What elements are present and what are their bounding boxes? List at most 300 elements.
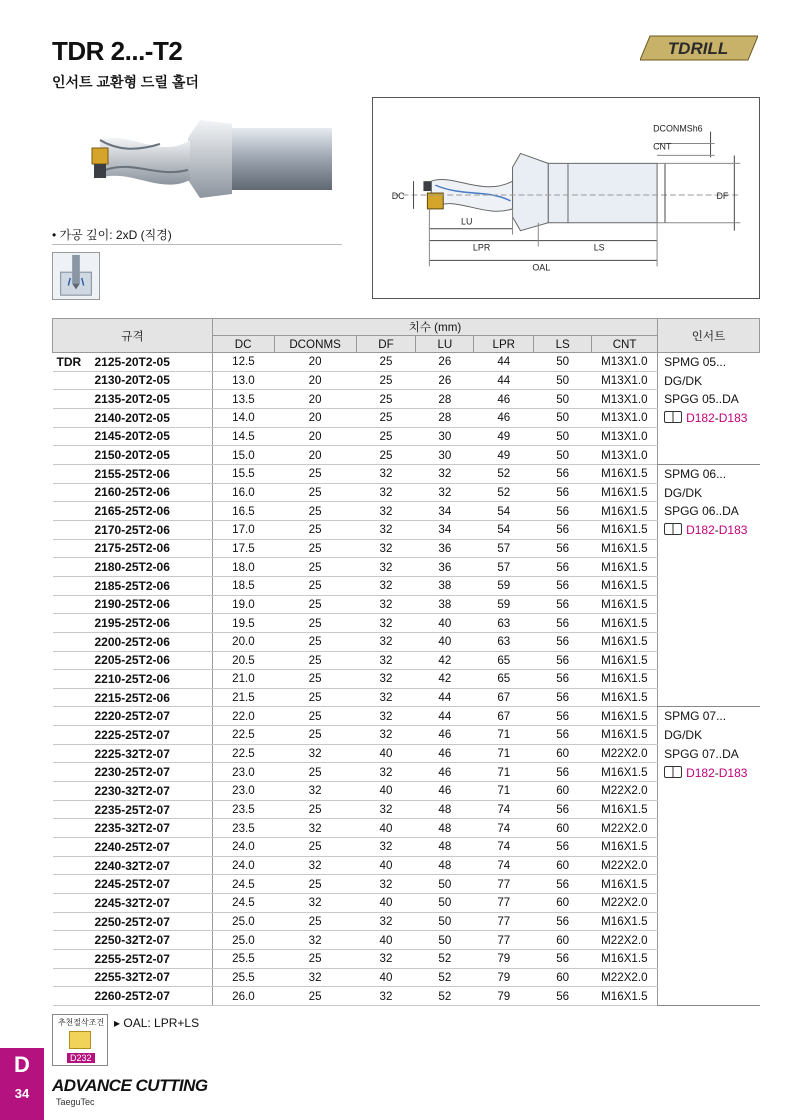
cell-ls: 56 xyxy=(534,614,592,633)
cell-ls: 50 xyxy=(534,427,592,446)
cell-lpr: 54 xyxy=(474,502,534,521)
cell-dconms: 32 xyxy=(274,819,356,838)
cell-lu: 44 xyxy=(416,688,474,707)
table-row xyxy=(53,838,760,857)
cell-lu: 36 xyxy=(416,558,474,577)
col-lu: LU xyxy=(416,336,474,353)
cell-cnt: M16X1.5 xyxy=(592,763,658,782)
cell-dconms: 25 xyxy=(274,651,356,670)
model-number: 2135-20T2-05 xyxy=(94,392,170,407)
model-code xyxy=(53,483,213,502)
table-row xyxy=(53,427,760,446)
cell-ls: 56 xyxy=(534,558,592,577)
table-row xyxy=(53,539,760,558)
cell-df: 25 xyxy=(356,408,416,427)
cell-ls: 50 xyxy=(534,446,592,465)
cell-dconms: 20 xyxy=(274,390,356,409)
model-number: 2245-32T2-07 xyxy=(94,895,170,910)
cell-dc: 25.5 xyxy=(212,950,274,969)
table-row xyxy=(53,595,760,614)
cell-lpr: 74 xyxy=(474,838,534,857)
cell-df: 32 xyxy=(356,670,416,689)
table-row xyxy=(53,576,760,595)
cell-dc: 24.0 xyxy=(212,856,274,875)
cell-lu: 52 xyxy=(416,950,474,969)
table-row xyxy=(53,502,760,521)
cell-dconms: 25 xyxy=(274,950,356,969)
cell-df: 32 xyxy=(356,875,416,894)
insert-group xyxy=(658,353,760,465)
book-icon xyxy=(664,766,682,778)
label-lu: LU xyxy=(461,216,473,227)
cell-dc: 19.0 xyxy=(212,595,274,614)
cell-dc: 13.5 xyxy=(212,390,274,409)
cell-lpr: 79 xyxy=(474,968,534,987)
model-code xyxy=(53,651,213,670)
model-number: 2235-25T2-07 xyxy=(94,802,170,817)
cell-cnt: M16X1.5 xyxy=(592,800,658,819)
cell-df: 40 xyxy=(356,782,416,801)
cell-dconms: 25 xyxy=(274,595,356,614)
table-row xyxy=(53,483,760,502)
cell-dconms: 25 xyxy=(274,670,356,689)
cell-ls: 50 xyxy=(534,408,592,427)
cell-df: 32 xyxy=(356,558,416,577)
cell-lu: 46 xyxy=(416,726,474,745)
cell-ls: 56 xyxy=(534,800,592,819)
table-row xyxy=(53,856,760,875)
cell-dconms: 25 xyxy=(274,614,356,633)
model-number: 2170-25T2-06 xyxy=(94,522,170,537)
cell-ls: 56 xyxy=(534,912,592,931)
model-number: 2165-25T2-06 xyxy=(94,504,170,519)
cell-cnt: M16X1.5 xyxy=(592,502,658,521)
insert-type: SPGG 07..DA xyxy=(664,746,739,761)
label-dconms: DCONMSh6 xyxy=(653,123,703,134)
cell-lpr: 71 xyxy=(474,744,534,763)
cell-lu: 50 xyxy=(416,894,474,913)
cell-lpr: 77 xyxy=(474,894,534,913)
brand-logo-text: TDRILL xyxy=(667,39,729,58)
insert-type: SPMG 07... xyxy=(664,709,727,724)
cell-lu: 34 xyxy=(416,502,474,521)
model-number: 2145-20T2-05 xyxy=(94,429,170,444)
cell-df: 32 xyxy=(356,838,416,857)
cell-ls: 60 xyxy=(534,782,592,801)
model-prefix: TDR xyxy=(56,354,82,369)
ref-page-end: D183 xyxy=(718,523,748,538)
cell-dconms: 20 xyxy=(274,353,356,372)
model-code xyxy=(53,576,213,595)
ref-separator: - xyxy=(714,411,719,426)
col-dc: DC xyxy=(212,336,274,353)
cell-ls: 56 xyxy=(534,520,592,539)
cell-dc: 23.5 xyxy=(212,819,274,838)
cell-dconms: 25 xyxy=(274,763,356,782)
model-code xyxy=(53,838,213,857)
cell-cnt: M13X1.0 xyxy=(592,408,658,427)
model-number: 2255-32T2-07 xyxy=(94,970,170,985)
cell-lu: 50 xyxy=(416,912,474,931)
cell-dc: 21.5 xyxy=(212,688,274,707)
model-number: 2250-32T2-07 xyxy=(94,933,170,948)
table-row xyxy=(53,446,760,465)
model-number: 2155-25T2-06 xyxy=(94,466,170,481)
cell-dc: 23.5 xyxy=(212,800,274,819)
model-code xyxy=(53,558,213,577)
cell-cnt: M16X1.5 xyxy=(592,595,658,614)
cell-dc: 22.5 xyxy=(212,744,274,763)
model-number: 2235-32T2-07 xyxy=(94,821,170,836)
insert-page-ref[interactable] xyxy=(664,521,759,540)
cell-cnt: M16X1.5 xyxy=(592,987,658,1006)
model-number: 2260-25T2-07 xyxy=(94,989,170,1004)
cell-ls: 56 xyxy=(534,688,592,707)
cell-df: 32 xyxy=(356,483,416,502)
cell-cnt: M22X2.0 xyxy=(592,931,658,950)
cell-lpr: 74 xyxy=(474,856,534,875)
cell-lu: 48 xyxy=(416,838,474,857)
cell-ls: 60 xyxy=(534,931,592,950)
cell-lpr: 44 xyxy=(474,353,534,372)
model-code xyxy=(53,800,213,819)
table-row xyxy=(53,763,760,782)
cell-cnt: M16X1.5 xyxy=(592,614,658,633)
cell-lu: 52 xyxy=(416,968,474,987)
cell-dconms: 32 xyxy=(274,894,356,913)
cell-df: 40 xyxy=(356,744,416,763)
table-row xyxy=(53,819,760,838)
cell-df: 32 xyxy=(356,614,416,633)
machining-depth-note: • 가공 깊이: 2xD (직경) xyxy=(52,228,172,242)
model-code xyxy=(53,390,213,409)
table-row xyxy=(53,520,760,539)
cell-cnt: M22X2.0 xyxy=(592,744,658,763)
model-code xyxy=(53,688,213,707)
model-code xyxy=(53,819,213,838)
insert-type: SPGG 06..DA xyxy=(664,504,739,519)
cell-cnt: M16X1.5 xyxy=(592,632,658,651)
cell-lu: 30 xyxy=(416,427,474,446)
footer-brand-sub: TaeguTec xyxy=(56,1097,95,1107)
cell-lu: 44 xyxy=(416,707,474,726)
cell-df: 25 xyxy=(356,353,416,372)
insert-group xyxy=(658,707,760,1006)
model-number: 2200-25T2-06 xyxy=(94,634,170,649)
ref-page-start: D182 xyxy=(686,765,715,780)
model-number: 2160-25T2-06 xyxy=(94,485,170,500)
cell-lu: 30 xyxy=(416,446,474,465)
drilling-icon xyxy=(52,252,100,300)
model-number: 2240-32T2-07 xyxy=(94,858,170,873)
model-number: 2130-20T2-05 xyxy=(94,373,170,388)
cell-df: 32 xyxy=(356,950,416,969)
cell-df: 32 xyxy=(356,632,416,651)
model-code xyxy=(53,427,213,446)
cell-lpr: 74 xyxy=(474,819,534,838)
spec-table xyxy=(52,318,760,1006)
cell-lu: 28 xyxy=(416,408,474,427)
cell-lu: 48 xyxy=(416,819,474,838)
cell-dconms: 25 xyxy=(274,987,356,1006)
cell-cnt: M16X1.5 xyxy=(592,464,658,483)
cell-dc: 15.5 xyxy=(212,464,274,483)
cell-dconms: 20 xyxy=(274,446,356,465)
cell-lpr: 79 xyxy=(474,950,534,969)
cell-df: 32 xyxy=(356,800,416,819)
insert-page-ref[interactable] xyxy=(664,764,759,783)
model-code xyxy=(53,931,213,950)
cell-ls: 56 xyxy=(534,670,592,689)
cell-dc: 18.5 xyxy=(212,576,274,595)
table-row xyxy=(53,707,760,726)
model-number: 2150-20T2-05 xyxy=(94,448,170,463)
model-number: 2220-25T2-07 xyxy=(94,709,170,724)
model-code xyxy=(53,670,213,689)
cell-dconms: 32 xyxy=(274,968,356,987)
label-lpr: LPR xyxy=(472,242,491,253)
cell-cnt: M16X1.5 xyxy=(592,707,658,726)
model-number: 2175-25T2-06 xyxy=(94,541,170,556)
cell-lpr: 67 xyxy=(474,688,534,707)
cell-ls: 60 xyxy=(534,856,592,875)
cell-df: 32 xyxy=(356,595,416,614)
cell-ls: 56 xyxy=(534,651,592,670)
model-number: 2125-20T2-05 xyxy=(94,354,170,369)
cell-ls: 60 xyxy=(534,968,592,987)
cell-ls: 56 xyxy=(534,576,592,595)
cell-dc: 20.0 xyxy=(212,632,274,651)
cell-dconms: 20 xyxy=(274,408,356,427)
insert-type: DG/DK xyxy=(664,728,703,743)
cell-lpr: 77 xyxy=(474,931,534,950)
cell-dc: 13.0 xyxy=(212,371,274,390)
cell-dconms: 20 xyxy=(274,427,356,446)
cell-lu: 42 xyxy=(416,651,474,670)
cell-ls: 60 xyxy=(534,744,592,763)
model-code xyxy=(53,371,213,390)
cell-dconms: 25 xyxy=(274,539,356,558)
label-df: DF xyxy=(716,190,729,201)
cell-df: 32 xyxy=(356,464,416,483)
model-code xyxy=(53,520,213,539)
cell-lpr: 71 xyxy=(474,763,534,782)
cell-dconms: 32 xyxy=(274,782,356,801)
cutting-conditions-ref[interactable]: D232 xyxy=(67,1053,95,1063)
table-row xyxy=(53,782,760,801)
cell-lpr: 57 xyxy=(474,558,534,577)
cell-ls: 56 xyxy=(534,632,592,651)
cell-lpr: 59 xyxy=(474,595,534,614)
cell-ls: 56 xyxy=(534,483,592,502)
insert-type: DG/DK xyxy=(664,485,703,500)
model-code xyxy=(53,408,213,427)
cell-ls: 50 xyxy=(534,371,592,390)
cell-lu: 32 xyxy=(416,464,474,483)
cell-dc: 15.0 xyxy=(212,446,274,465)
cell-dc: 18.0 xyxy=(212,558,274,577)
cell-lu: 26 xyxy=(416,353,474,372)
model-code xyxy=(53,539,213,558)
model-code xyxy=(53,464,213,483)
cell-df: 40 xyxy=(356,856,416,875)
cell-cnt: M16X1.5 xyxy=(592,726,658,745)
label-oal: OAL xyxy=(532,262,551,273)
model-number: 2180-25T2-06 xyxy=(94,560,170,575)
model-number: 2230-25T2-07 xyxy=(94,765,170,780)
cell-lpr: 54 xyxy=(474,520,534,539)
model-code xyxy=(53,912,213,931)
ref-page-end: D183 xyxy=(718,765,748,780)
cell-ls: 56 xyxy=(534,838,592,857)
model-code xyxy=(53,446,213,465)
cell-dc: 25.5 xyxy=(212,968,274,987)
cutting-conditions-box[interactable] xyxy=(52,1014,108,1066)
cell-lpr: 79 xyxy=(474,987,534,1006)
cell-df: 32 xyxy=(356,707,416,726)
cell-lpr: 49 xyxy=(474,427,534,446)
insert-type: SPMG 05... xyxy=(664,355,727,369)
page-title: TDR 2...-T2 xyxy=(52,36,183,66)
cell-cnt: M16X1.5 xyxy=(592,950,658,969)
cell-ls: 50 xyxy=(534,353,592,372)
cell-df: 25 xyxy=(356,371,416,390)
cell-lu: 38 xyxy=(416,576,474,595)
label-cnt: CNT xyxy=(653,141,672,152)
cell-cnt: M13X1.0 xyxy=(592,353,658,372)
insert-group xyxy=(658,464,760,707)
model-code xyxy=(53,707,213,726)
cell-lu: 42 xyxy=(416,670,474,689)
spec-table-body xyxy=(53,353,760,1006)
table-row xyxy=(53,614,760,633)
cell-df: 40 xyxy=(356,894,416,913)
cell-cnt: M16X1.5 xyxy=(592,875,658,894)
model-number: 2210-25T2-06 xyxy=(94,671,170,686)
ref-page-end: D183 xyxy=(718,411,748,426)
table-row xyxy=(53,353,760,372)
cell-dconms: 25 xyxy=(274,483,356,502)
insert-type: DG/DK xyxy=(664,373,703,388)
insert-type: SPGG 05..DA xyxy=(664,392,739,407)
cell-dc: 16.0 xyxy=(212,483,274,502)
cell-cnt: M16X1.5 xyxy=(592,670,658,689)
model-code xyxy=(53,968,213,987)
model-code xyxy=(53,894,213,913)
col-ls: LS xyxy=(534,336,592,353)
cell-lu: 48 xyxy=(416,800,474,819)
cell-dc: 25.0 xyxy=(212,931,274,950)
model-number: 2225-25T2-07 xyxy=(94,727,170,742)
model-number: 2190-25T2-06 xyxy=(94,597,170,612)
cell-lu: 28 xyxy=(416,390,474,409)
cell-dc: 26.0 xyxy=(212,987,274,1006)
cell-dconms: 25 xyxy=(274,464,356,483)
cell-dconms: 25 xyxy=(274,726,356,745)
cell-lu: 40 xyxy=(416,632,474,651)
insert-page-ref[interactable] xyxy=(664,409,759,428)
cell-cnt: M16X1.5 xyxy=(592,539,658,558)
cell-dconms: 25 xyxy=(274,707,356,726)
cutting-conditions-label: 추천절삭조건 xyxy=(57,1018,105,1027)
cell-dconms: 25 xyxy=(274,502,356,521)
cell-lpr: 65 xyxy=(474,651,534,670)
model-code xyxy=(53,632,213,651)
header-spec: 규격 xyxy=(53,319,213,353)
model-number: 2230-32T2-07 xyxy=(94,783,170,798)
cell-lu: 46 xyxy=(416,763,474,782)
cell-dc: 17.0 xyxy=(212,520,274,539)
oal-note: ▸ OAL: LPR+LS xyxy=(114,1016,200,1030)
cell-ls: 56 xyxy=(534,502,592,521)
page-subtitle: 인서트 교환형 드릴 홀더 xyxy=(52,74,199,90)
label-ls: LS xyxy=(593,242,605,253)
cell-cnt: M22X2.0 xyxy=(592,856,658,875)
cell-df: 32 xyxy=(356,539,416,558)
cell-cnt: M16X1.5 xyxy=(592,651,658,670)
cell-dc: 17.5 xyxy=(212,539,274,558)
table-row xyxy=(53,800,760,819)
table-row xyxy=(53,558,760,577)
cell-lpr: 77 xyxy=(474,875,534,894)
cell-dc: 14.5 xyxy=(212,427,274,446)
cell-dconms: 25 xyxy=(274,558,356,577)
cell-dc: 25.0 xyxy=(212,912,274,931)
cell-cnt: M13X1.0 xyxy=(592,446,658,465)
cell-df: 32 xyxy=(356,912,416,931)
cell-lu: 50 xyxy=(416,875,474,894)
tdrill-logo xyxy=(640,34,758,62)
cell-lu: 52 xyxy=(416,987,474,1006)
cell-lpr: 63 xyxy=(474,632,534,651)
cell-cnt: M16X1.5 xyxy=(592,838,658,857)
cell-df: 32 xyxy=(356,763,416,782)
cell-dconms: 25 xyxy=(274,875,356,894)
cutting-conditions-icon xyxy=(69,1031,91,1049)
col-cnt: CNT xyxy=(592,336,658,353)
book-icon xyxy=(664,411,682,423)
cell-cnt: M13X1.0 xyxy=(592,427,658,446)
cell-cnt: M22X2.0 xyxy=(592,819,658,838)
model-code xyxy=(53,950,213,969)
table-row xyxy=(53,371,760,390)
ref-page-start: D182 xyxy=(686,411,715,426)
table-row xyxy=(53,632,760,651)
table-row xyxy=(53,875,760,894)
cell-cnt: M22X2.0 xyxy=(592,782,658,801)
model-code xyxy=(53,987,213,1006)
cell-lpr: 46 xyxy=(474,390,534,409)
model-code xyxy=(53,782,213,801)
table-row xyxy=(53,688,760,707)
cell-df: 25 xyxy=(356,446,416,465)
cell-cnt: M16X1.5 xyxy=(592,688,658,707)
cell-dconms: 25 xyxy=(274,838,356,857)
cell-df: 32 xyxy=(356,502,416,521)
cell-lpr: 46 xyxy=(474,408,534,427)
cell-lpr: 52 xyxy=(474,464,534,483)
cell-lpr: 57 xyxy=(474,539,534,558)
cell-dconms: 32 xyxy=(274,744,356,763)
col-lpr: LPR xyxy=(474,336,534,353)
cell-ls: 60 xyxy=(534,819,592,838)
model-number: 2140-20T2-05 xyxy=(94,410,170,425)
cell-df: 25 xyxy=(356,427,416,446)
cell-lpr: 49 xyxy=(474,446,534,465)
table-row xyxy=(53,670,760,689)
model-code xyxy=(53,502,213,521)
cell-lu: 36 xyxy=(416,539,474,558)
